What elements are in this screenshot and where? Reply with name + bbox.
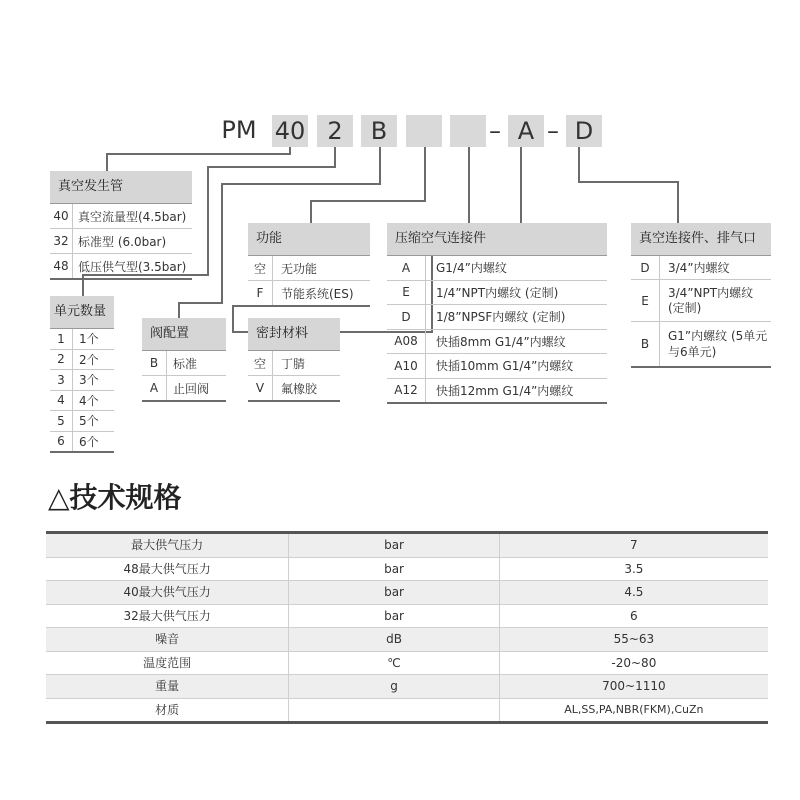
seal-material-title: 密封材料	[248, 318, 340, 351]
spec-value: 700~1110	[602, 679, 666, 693]
function-title: 功能	[248, 223, 370, 256]
option-code: 32	[50, 229, 73, 253]
spec-value: 7	[630, 538, 638, 552]
option-desc: 低压供气型(3.5bar)	[78, 259, 187, 274]
air-fitting-table	[387, 223, 607, 404]
spec-table	[46, 531, 768, 724]
option-desc: 标准型 (6.0bar)	[78, 234, 167, 249]
option-code: 空	[248, 256, 273, 280]
table-row	[50, 350, 114, 371]
option-code: 1	[50, 329, 73, 349]
option-code: 4	[50, 391, 73, 411]
option-desc: 2个	[79, 352, 99, 367]
table-row	[142, 376, 226, 400]
table-row	[387, 354, 607, 379]
spec-value: 4.5	[624, 585, 644, 599]
option-desc: 标准	[173, 356, 198, 371]
option-code: D	[631, 256, 660, 279]
table-row	[50, 391, 114, 412]
table-row	[50, 254, 192, 278]
option-code: E	[387, 281, 426, 305]
spec-name: 温度范围	[46, 652, 289, 675]
code-units: 2	[317, 115, 353, 147]
option-code: 5	[50, 411, 73, 431]
spec-name: 40最大供气压力	[46, 581, 289, 604]
table-row	[387, 330, 607, 355]
table-row	[46, 652, 768, 676]
option-code: 空	[248, 351, 273, 375]
spec-name: 材质	[46, 699, 289, 722]
table-row	[46, 581, 768, 605]
option-desc: 节能系统(ES)	[281, 286, 354, 301]
table-row	[46, 605, 768, 629]
vacuum-generator-title: 真空发生管	[50, 171, 192, 204]
option-desc: 3/4”内螺纹	[668, 261, 730, 275]
option-desc: 真空流量型(4.5bar)	[78, 209, 187, 224]
code-vacuum-fitting: D	[566, 115, 602, 147]
option-desc: 3个	[79, 373, 99, 388]
vacuum-fitting-title: 真空连接件、排气口	[631, 223, 771, 256]
option-desc: G1/4”内螺纹	[436, 261, 507, 276]
table-row	[387, 305, 607, 330]
vacuum-fitting-table	[631, 223, 771, 368]
table-row	[50, 411, 114, 432]
table-row	[50, 204, 192, 229]
table-row	[46, 628, 768, 652]
option-code: B	[631, 322, 660, 366]
code-seal	[450, 115, 486, 147]
unit-count-table	[50, 296, 114, 453]
option-code: 2	[50, 350, 73, 370]
option-desc: 1/4”NPT内螺纹 (定制)	[436, 285, 559, 300]
spec-name: 48最大供气压力	[46, 558, 289, 581]
code-valve: B	[361, 115, 397, 147]
option-desc: 丁腈	[281, 356, 306, 371]
table-row	[248, 256, 370, 281]
valve-config-table	[142, 318, 226, 402]
option-desc: 快插12mm G1/4”内螺纹	[436, 383, 574, 398]
option-code: 40	[50, 204, 73, 228]
spec-title: △技术规格	[48, 481, 182, 514]
spec-value: 3.5	[624, 561, 644, 576]
option-desc: 快插10mm G1/4”内螺纹	[436, 359, 574, 374]
spec-unit: bar	[289, 581, 499, 604]
spec-value: 55~63	[613, 632, 655, 646]
option-code: 48	[50, 254, 73, 278]
spec-unit: ℃	[289, 652, 499, 675]
code-function	[406, 115, 442, 147]
option-desc: 6个	[79, 434, 99, 449]
option-code: 3	[50, 370, 73, 390]
table-row	[631, 280, 771, 322]
spec-name: 32最大供气压力	[46, 605, 289, 628]
seal-material-table	[248, 318, 340, 402]
option-code: B	[142, 351, 167, 375]
option-code: A	[142, 376, 167, 400]
option-code: A	[387, 256, 426, 280]
spec-unit: bar	[289, 605, 499, 628]
function-table	[248, 223, 370, 307]
spec-value: -20~80	[611, 655, 657, 670]
spec-value: 6	[630, 608, 638, 623]
air-fitting-title: 压缩空气连接件	[387, 223, 607, 256]
code-dash-1: –	[489, 117, 501, 145]
option-code: A08	[387, 330, 426, 354]
spec-name: 最大供气压力	[46, 534, 289, 557]
table-row	[46, 534, 768, 558]
option-desc: 快插8mm G1/4”内螺纹	[436, 334, 566, 349]
code-air-fitting: A	[508, 115, 544, 147]
table-row	[46, 558, 768, 582]
option-desc: 4个	[79, 393, 99, 408]
option-desc: 止回阀	[173, 381, 210, 396]
table-row	[248, 376, 340, 400]
option-code: A10	[387, 354, 426, 378]
unit-count-title: 单元数量	[50, 296, 114, 329]
table-row	[50, 229, 192, 254]
spec-unit: bar	[289, 534, 499, 557]
option-desc: G1”内螺纹 (5单元与6单元)	[668, 329, 768, 359]
table-row	[387, 379, 607, 403]
option-desc: 1个	[79, 332, 99, 347]
option-code: 6	[50, 432, 73, 452]
table-row	[387, 256, 607, 281]
option-code: D	[387, 305, 426, 329]
option-desc: 3/4”NPT内螺纹 (定制)	[668, 285, 754, 315]
table-row	[46, 699, 768, 722]
spec-unit: bar	[289, 558, 499, 581]
table-row	[631, 322, 771, 366]
spec-value: AL,SS,PA,NBR(FKM),CuZn	[564, 702, 704, 716]
table-row	[142, 351, 226, 376]
spec-unit: g	[289, 675, 499, 698]
code-dash-2: –	[547, 117, 559, 145]
table-row	[50, 432, 114, 452]
table-row	[50, 370, 114, 391]
option-code: A12	[387, 379, 426, 403]
valve-config-title: 阀配置	[142, 318, 226, 351]
table-row	[387, 281, 607, 306]
option-code: V	[248, 376, 273, 400]
option-code: F	[248, 281, 273, 305]
table-row	[46, 675, 768, 699]
table-row	[248, 281, 370, 305]
spec-name: 重量	[46, 675, 289, 698]
vacuum-generator-table	[50, 171, 192, 280]
option-desc: 5个	[79, 414, 99, 429]
option-desc: 1/8”NPSF内螺纹 (定制)	[436, 310, 566, 325]
option-desc: 无功能	[281, 261, 318, 276]
code-prefix: PM	[221, 116, 257, 144]
spec-unit: dB	[289, 628, 499, 651]
code-generator: 40	[272, 115, 308, 147]
spec-unit	[289, 699, 499, 722]
option-desc: 氟橡胶	[281, 381, 318, 396]
spec-name: 噪音	[46, 628, 289, 651]
table-row	[50, 329, 114, 350]
table-row	[631, 256, 771, 280]
table-row	[248, 351, 340, 376]
option-code: E	[631, 280, 660, 321]
